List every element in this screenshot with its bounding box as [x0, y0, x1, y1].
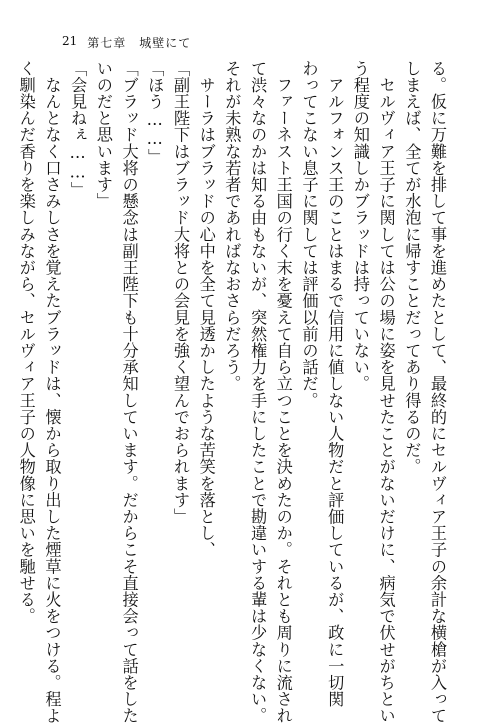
text-line: いのだと思います」 — [93, 60, 113, 210]
text-line: 「ほう……」 — [145, 60, 165, 166]
text-line: て渋々なのかは知る由もないが、突然権力を手にしたことで勘違いする輩は少なくない。 — [248, 60, 268, 724]
text-line: しまえば、全てが水泡に帰すことだってあり得るのだ。 — [402, 60, 422, 475]
text-line: ファーネスト王国の行く末を憂えて自ら立つことを決めたのか。それとも周りに流され — [273, 60, 293, 724]
text-line: わってこない息子に関しては評価以前の話だ。 — [299, 60, 319, 409]
chapter-title: 第七章 城壁にて — [87, 36, 192, 50]
text-line: なんとなく口さみしさを覚えたブラッドは、懐から取り出した煙草に火をつける。程よ — [42, 60, 62, 724]
text-line: る。仮に万難を排して事を進めたとして、最終的にセルヴィア王子の余計な横槍が入って — [428, 60, 447, 724]
text-line: 「ブラッド大将の懸念は副王陛下も十分承知しています。だからこそ直接会って話をした — [119, 60, 139, 724]
text-line: く馴染んだ香りを楽しみながら、セルヴィア王子の人物像に思いを馳せる。 — [16, 60, 36, 625]
text-line: アルフォンス王のことはまるで信用に値しない人物だと評価しているが、政に一切関 — [325, 60, 345, 708]
page-header — [62, 34, 191, 51]
text-line: セルヴィア王子に関しては公の場に姿を見せたことがないだけに、病気で伏せがちとい — [376, 60, 396, 724]
text-line: それが未熟な若者であればなおさらだろう。 — [222, 60, 242, 392]
text-line: 「副王陛下はブラッド大将との会見を強く望んでおられます」 — [170, 60, 190, 525]
text-line: サーラはブラッドの心中を全て見透かしたような苦笑を落とし、 — [196, 60, 216, 558]
text-line: 「会見ねぇ……」 — [68, 60, 88, 199]
text-line: う程度の知識しかブラッドは持っていない。 — [350, 60, 370, 392]
page-number: 21 — [62, 34, 78, 48]
body-text — [16, 60, 450, 724]
